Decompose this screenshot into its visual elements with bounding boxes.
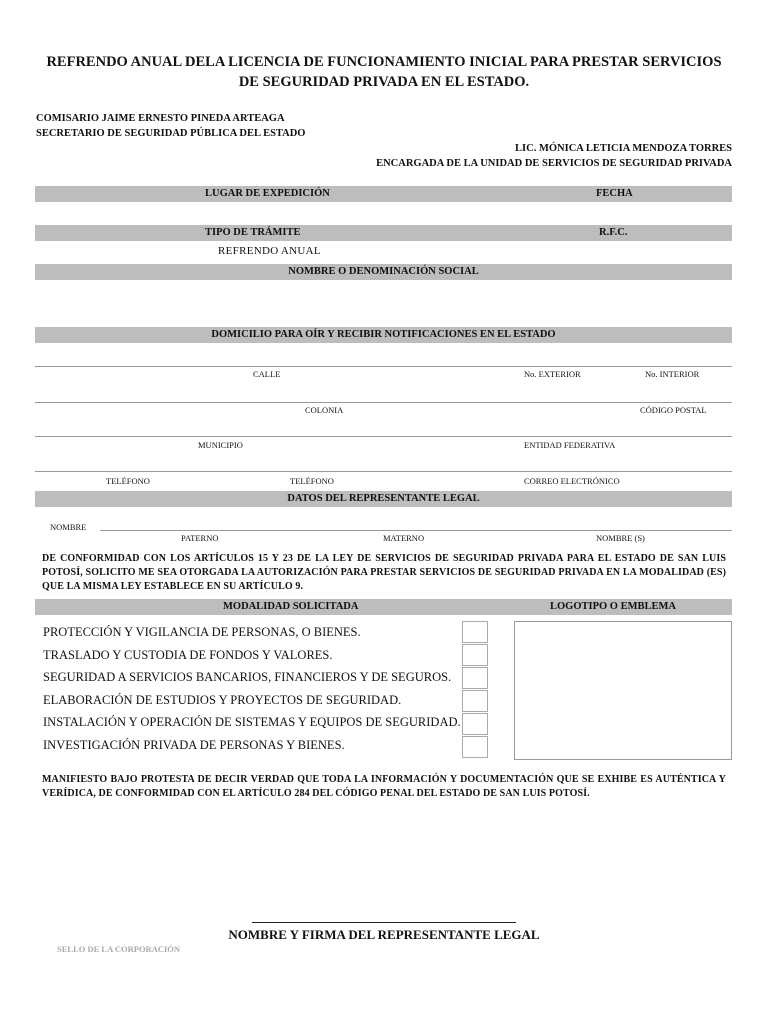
modalidad-checkbox[interactable] (462, 667, 488, 689)
representante-label: DATOS DEL REPRESENTANTE LEGAL (287, 493, 480, 504)
calle-line (35, 366, 732, 367)
telefono1-label: TELÉFONO (106, 476, 150, 486)
addressee-right-name: LIC. MÓNICA LETICIA MENDOZA TORRES (515, 143, 732, 154)
logotipo-label: LOGOTIPO O EMBLEMA (550, 601, 677, 612)
protesta-paragraph: MANIFIESTO BAJO PROTESTA DE DECIR VERDAD QUE TODA LA INFORMACIÓN Y DOCUMENTACIÓN QUE SE EXHIBE ES AUTÉNTICA Y VERÍDICA, DE CONFORMIDAD CON EL ARTÍCULO 284 DEL CÓDIGO PENAL DEL ESTADO DE SAN LUIS POTOSÍ. (42, 774, 726, 799)
addressee-left-role: SECRETARIO DE SEGURIDAD PÚBLICA DEL ESTADO (36, 128, 306, 139)
modalidad-item: ELABORACIÓN DE ESTUDIOS Y PROYECTOS DE SEGURIDAD. (43, 692, 402, 707)
domicilio-label: DOMICILIO PARA OÍR Y RECIBIR NOTIFICACIONES EN EL ESTADO (211, 329, 556, 340)
addressee-left-name: COMISARIO JAIME ERNESTO PINEDA ARTEAGA (36, 113, 285, 124)
signature-label: NOMBRE Y FIRMA DEL REPRESENTANTE LEGAL (228, 927, 540, 942)
logo-emblem-box[interactable] (514, 621, 732, 760)
modalidad-checkbox[interactable] (462, 713, 488, 735)
rep-paterno-label: PATERNO (181, 533, 219, 543)
tipo-value: REFRENDO ANUAL (218, 245, 321, 257)
rep-nombre-line (100, 530, 732, 531)
section-bar-representante (35, 491, 732, 507)
municipio-label: MUNICIPIO (198, 440, 243, 450)
modalidad-item: PROTECCIÓN Y VIGILANCIA DE PERSONAS, O BIENES. (43, 625, 361, 639)
modalidad-checkbox[interactable] (462, 644, 488, 666)
form-title: REFRENDO ANUAL DELA LICENCIA DE FUNCIONAMIENTO INICIAL PARA PRESTAR SERVICIOS DE SEGURIDAD PRIVADA EN EL ESTADO. (46, 54, 722, 90)
modalidad-checkbox[interactable] (462, 621, 488, 643)
modalidad-checkbox[interactable] (462, 690, 488, 712)
modalidad-item: INVESTIGACIÓN PRIVADA DE PERSONAS Y BIENES. (43, 737, 345, 752)
correo-label: CORREO ELECTRÓNICO (524, 476, 620, 486)
addressee-left (36, 111, 305, 141)
municipio-line (35, 436, 732, 437)
section-bar-nombre-social (35, 264, 732, 280)
fecha-label: FECHA (596, 188, 633, 199)
modalidad-item: TRASLADO Y CUSTODIA DE FONDOS Y VALORES. (43, 647, 333, 662)
colonia-label: COLONIA (305, 405, 344, 415)
addressee-right-role: ENCARGADA DE LA UNIDAD DE SERVICIOS DE SEGURIDAD PRIVADA (376, 158, 732, 169)
codigo-postal-label: CÓDIGO POSTAL (640, 405, 707, 415)
section-bar-tipo-rfc (35, 225, 732, 241)
entidad-label: ENTIDAD FEDERATIVA (524, 440, 616, 450)
rep-nombres-label: NOMBRE (S) (596, 533, 645, 543)
calle-label: CALLE (253, 369, 281, 379)
modalidades-list (43, 621, 461, 757)
colonia-line (35, 402, 732, 403)
modalidad-checkbox[interactable] (462, 736, 488, 758)
section-bar-modalidad (35, 599, 732, 615)
modalidad-label: MODALIDAD SOLICITADA (223, 601, 359, 612)
rep-nombre-label: NOMBRE (50, 522, 87, 532)
telefono2-label: TELÉFONO (290, 476, 334, 486)
seal-label: SELLO DE LA CORPORACIÓN (57, 944, 181, 954)
rfc-label: R.F.C. (599, 227, 628, 238)
section-bar-lugar-fecha (35, 186, 732, 202)
modalidad-item: SEGURIDAD A SERVICIOS BANCARIOS, FINANCIEROS Y DE SEGUROS. (43, 670, 452, 685)
no-exterior-label: No. EXTERIOR (524, 369, 581, 379)
conformidad-paragraph: DE CONFORMIDAD CON LOS ARTÍCULOS 15 Y 23 DE LA LEY DE SERVICIOS DE SEGURIDAD PRIVADA PARA EL ESTADO DE SAN LUIS POTOSÍ, SOLICITO ME SEA OTORGADA LA AUTORIZACIÓN PARA PRESTAR SERVICIOS DE SEGURIDAD PRIVADA EN LA MODALIDAD (ES) QUE LA MISMA LEY ESTABLECE EN SU ARTÍCULO 9. (42, 553, 726, 592)
rep-materno-label: MATERNO (383, 533, 425, 543)
nombre-social-label: NOMBRE O DENOMINACIÓN SOCIAL (288, 266, 479, 277)
lugar-label: LUGAR DE EXPEDICIÓN (205, 188, 330, 199)
modalidad-item: INSTALACIÓN Y OPERACIÓN DE SISTEMAS Y EQUIPOS DE SEGURIDAD. (43, 715, 461, 730)
telefono-line (35, 471, 732, 472)
no-interior-label: No. INTERIOR (645, 369, 700, 379)
tipo-label: TIPO DE TRÁMITE (205, 227, 301, 238)
section-bar-domicilio (35, 327, 732, 343)
addressee-right (376, 141, 732, 171)
signature-line (252, 922, 516, 923)
